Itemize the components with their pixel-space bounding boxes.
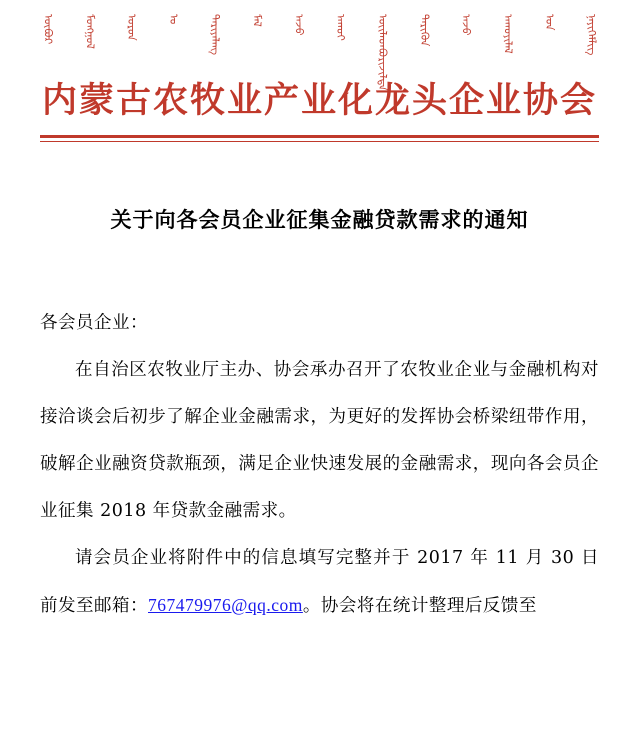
- letterhead: [40, 0, 599, 142]
- mongolian-word: ᠠᠵᠤ: [459, 14, 473, 36]
- organization-title: 内蒙古农牧业产业化龙头企业协会: [41, 80, 597, 121]
- email-link[interactable]: 767479976@qq.com: [148, 594, 303, 615]
- mongolian-word: ᠠᠬᠤᠢ: [334, 14, 348, 41]
- mongolian-script-row: [40, 14, 599, 91]
- mongolian-word: ᠦᠪᠦᠷ: [41, 14, 55, 45]
- salutation: 各会员企业：: [40, 312, 148, 333]
- body-paragraph-1: 在自治区农牧业厅主办、协会承办召开了农牧业企业与金融机构对接洽谈会后初步了解企业金融需求，为更好的发挥协会桥梁纽带作用，破解企业融资贷款瓶颈，满足企业快速发展的金融需求，现向各会员企业征集 2018 年贷款金融需求。: [40, 359, 599, 521]
- mongolian-word: ᠲᠡᠷᠢᠭᠦᠨ: [417, 14, 431, 47]
- letterhead-divider-thin: [40, 141, 599, 142]
- mongolian-word: ᠣᠷᠣᠨ: [125, 14, 139, 41]
- letterhead-divider-thick: [40, 135, 599, 138]
- mongolian-word: ᠲᠠᠷᠢᠶᠠᠯᠠᠩ: [208, 14, 222, 56]
- mongolian-word: ᠠᠵᠤ: [292, 14, 306, 36]
- mongolian-word: ᠨᠡᠶᠢᠭᠡᠮᠯᠢᠭ: [585, 14, 598, 56]
- document-body: [40, 300, 599, 630]
- mongolian-word: ᠦᠢᠯᠡᠳᠪᠦᠷᠢᠵᠢᠯᠲᠡ: [375, 14, 389, 91]
- mongolian-word: ᠮᠠᠯ: [250, 14, 264, 27]
- mongolian-word: ᠤᠨ: [543, 14, 557, 31]
- mongolian-word: ᠮᠣᠩᠭᠣᠯ: [83, 14, 97, 49]
- document-title: 关于向各会员企业征集金融贷款需求的通知: [110, 207, 529, 232]
- paragraph-2-text-after: 。协会将在统计整理后反馈至: [302, 595, 537, 616]
- mongolian-word: ᠠᠬᠤᠶᠢᠯᠠᠯ: [501, 14, 515, 54]
- paragraph-2-text-before: 请会员企业将附件中的信息填写完整并于 2017 年 11 月 30 日前发至邮箱：: [40, 547, 599, 616]
- mongolian-word: ᠤ: [166, 14, 180, 25]
- body-paragraph-2: [40, 535, 599, 630]
